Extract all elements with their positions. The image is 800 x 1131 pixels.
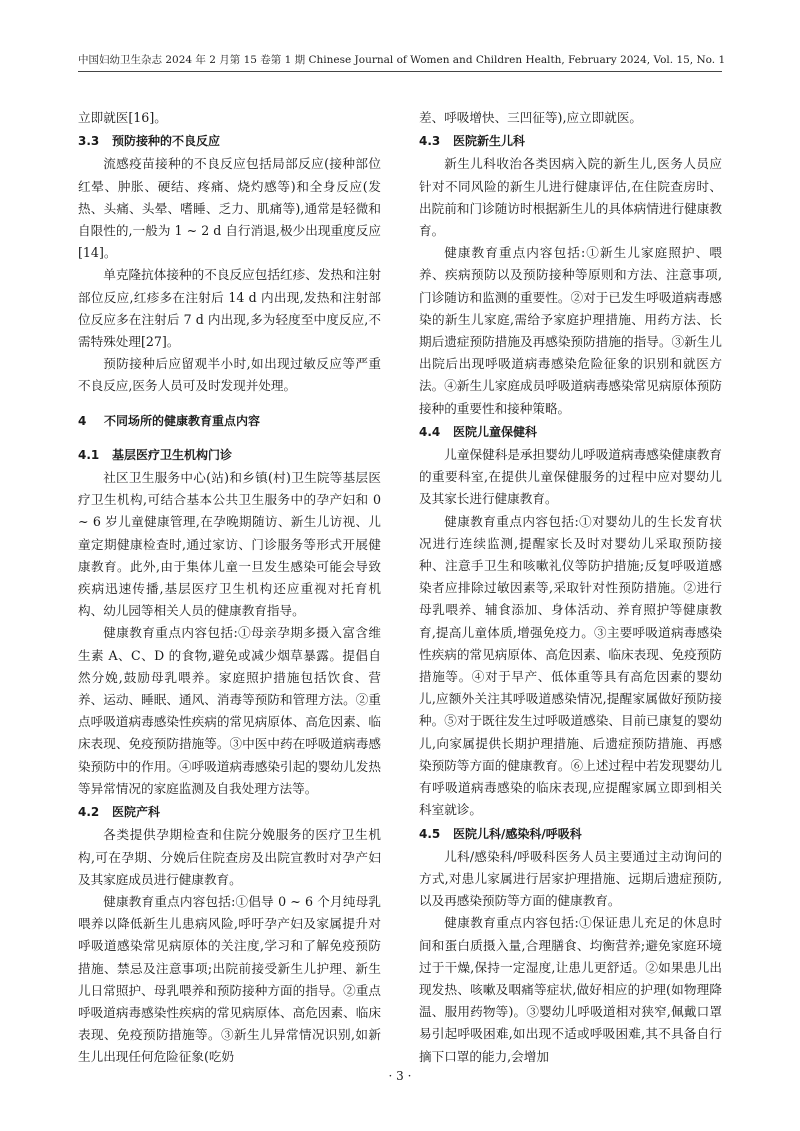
section-number: 4.1 <box>78 447 100 462</box>
paragraph: 各类提供孕期检查和住院分娩服务的医疗卫生机构,可在孕期、分娩后住院查房及出院宣教时对孕产妇及其家庭成员进行健康教育。 <box>78 827 381 887</box>
section-heading-4-4 <box>419 421 722 443</box>
section-title: 医院新生儿科 <box>453 134 526 149</box>
left-column <box>78 107 381 1069</box>
paragraph: 健康教育重点内容包括:①保证患儿充足的休息时间和蛋白质摄入量,合理膳食、均衡营养;避免家庭环境过于干燥,保持一定湿度,让患儿更舒适。②如果患儿出现发热、咳嗽及咽痛等症状,做好相应的护理(如物理降温、服用药物等)。③婴幼儿呼吸道相对狭窄,佩戴口罩易引起呼吸困难,如出现不适或呼吸困难,其不具备自行摘下口罩的能力,会增加 <box>419 915 722 1064</box>
paragraph: 健康教育重点内容包括:①倡导 0 ~ 6 个月纯母乳喂养以降低新生儿患病风险,呼吁孕产妇及家属提升对呼吸道感染常见病原体的关注度,学习和了解免疫预防措施、禁忌及注意事项;出院前接受新生儿护理、新生儿日常照护、母乳喂养和预防接种方面的指导。②重点呼吸道病毒感染性疾病的常见病原体、高危因素、临床表现、免疫预防措施等。③新生儿异常情况识别,如新生儿出现任何危险征象(吃奶 <box>78 893 381 1065</box>
right-column <box>419 107 722 1068</box>
paragraph: 健康教育重点内容包括:①母亲孕期多摄入富含维生素 A、C、D 的食物,避免或减少烟草暴露。提倡自然分娩,鼓励母乳喂养。家庭照护措施包括饮食、营养、运动、睡眠、通风、消毒等预防和管理方法。②重点呼吸道病毒感染性疾病的常见病原体、高危因素、临床表现、免疫预防措施等。③中医中药在呼吸道病毒感染预防中的作用。④呼吸道病毒感染引起的婴幼儿发热等异常情况的家庭监测及自我处理方法等。 <box>78 625 381 796</box>
section-number: 4.5 <box>419 826 441 841</box>
paragraph: 流感疫苗接种的不良反应包括局部反应(接种部位红晕、肿胀、硬结、疼痛、烧灼感等)和全身反应(发热、头痛、头晕、嗜睡、乏力、肌痛等),通常是轻微和自限性的,一般为 1 ~ 2 d 自行消退,极少出现重度反应[14]。 <box>78 156 381 261</box>
section-heading-4 <box>78 410 381 432</box>
section-heading-3-3 <box>78 130 381 152</box>
paragraph: 儿科/感染科/呼吸科医务人员主要通过主动询问的方式,对患儿家属进行居家护理措施、远期后遗症预防,以及再感染预防等方面的健康教育。 <box>419 848 722 909</box>
paragraph: 健康教育重点内容包括:①新生儿家庭照护、喂养、疾病预防以及预防接种等原则和方法、注意事项,门诊随访和监测的重要性。②对于已发生呼吸道病毒感染的新生儿家庭,需给予家庭护理措施、用药方法、长期后遗症预防措施及再感染预防措施的指导。③新生儿出院后出现呼吸道病毒感染危险征象的识别和就医方法。④新生儿家庭成员呼吸道病毒感染常见病原体预防接种的重要性和接种策略。 <box>419 245 722 416</box>
section-title: 预防接种的不良反应 <box>112 134 221 149</box>
header-rule <box>78 71 722 72</box>
paragraph: 新生儿科收治各类因病入院的新生儿,医务人员应针对不同风险的新生儿进行健康评估,在住院查房时、出院前和门诊随访时根据新生儿的具体病情进行健康教育。 <box>419 156 722 239</box>
section-number: 3.3 <box>78 134 100 149</box>
paragraph: 健康教育重点内容包括:①对婴幼儿的生长发育状况进行连续监测,提醒家长及时对婴幼儿采取预防接种、注意手卫生和咳嗽礼仪等防护措施;反复呼吸道感染者应排除过敏因素等,采取针对性预防措施。②进行母乳喂养、辅食添加、身体活动、养育照护等健康教育,提高儿童体质,增强免疫力。③主要呼吸道病毒感染性疾病的常见病原体、高危因素、临床表现、免疫预防措施等。④对于早产、低体重等具有高危因素的婴幼儿,应额外关注其呼吸道感染情况,提醒家属做好预防接种。⑤对于既往发生过呼吸道感染、目前已康复的婴幼儿,向家属提供长期护理措施、后遗症预防措施、再感染预防等方面的健康教育。⑥上述过程中若发现婴幼儿有呼吸道病毒感染的临床表现,应提醒家属立即到相关科室就诊。 <box>419 513 722 818</box>
section-number: 4.3 <box>419 134 441 149</box>
running-header: 中国妇幼卫生杂志 2024 年 2 月第 15 卷第 1 期 Chinese Journal of Women and Children Health, February 2024, Vol. 15, No. 1 <box>78 54 726 66</box>
paragraph: 儿童保健科是承担婴幼儿呼吸道病毒感染健康教育的重要科室,在提供儿童保健服务的过程中应对婴幼儿及其家长进行健康教育。 <box>419 447 722 507</box>
paragraph: 立即就医[16]。 <box>78 110 167 125</box>
section-title: 不同场所的健康教育重点内容 <box>104 413 261 428</box>
paragraph: 社区卫生服务中心(站)和乡镇(村)卫生院等基层医疗卫生机构,可结合基本公共卫生服务中的孕产妇和 0 ~ 6 岁儿童健康管理,在孕晚期随访、新生儿访视、儿童定期健康检查时,通过家访、门诊服务等形式开展健康教育。此外,由于集体儿童一旦发生感染可能会导致疾病迅速传播,基层医疗卫生机构还应重视对托育机构、幼儿园等相关人员的健康教育指导。 <box>78 470 381 619</box>
section-number: 4 <box>78 413 87 428</box>
section-title: 医院儿童保健科 <box>453 424 538 439</box>
paragraph: 差、呼吸增快、三凹征等),应立即就医。 <box>419 110 643 125</box>
section-heading-4-3 <box>419 130 722 152</box>
section-number: 4.4 <box>419 424 441 439</box>
paragraph: 预防接种后应留观半小时,如出现过敏反应等严重不良反应,医务人员可及时发现并处理。 <box>78 356 381 394</box>
section-title: 医院儿科/感染科/呼吸科 <box>453 826 582 841</box>
section-title: 医院产科 <box>112 805 161 820</box>
section-number: 4.2 <box>78 805 100 820</box>
section-heading-4-2 <box>78 801 381 823</box>
section-heading-4-1 <box>78 444 381 466</box>
section-heading-4-5 <box>419 823 722 845</box>
page-number: · 3 · <box>388 1069 412 1083</box>
section-title: 基层医疗卫生机构门诊 <box>112 447 233 462</box>
paragraph: 单克隆抗体接种的不良反应包括红疹、发热和注射部位反应,红疹多在注射后 14 d 内出现,发热和注射部位反应多在注射后 7 d 内出现,多为轻度至中度反应,不需特殊处理[27]。 <box>78 267 381 350</box>
